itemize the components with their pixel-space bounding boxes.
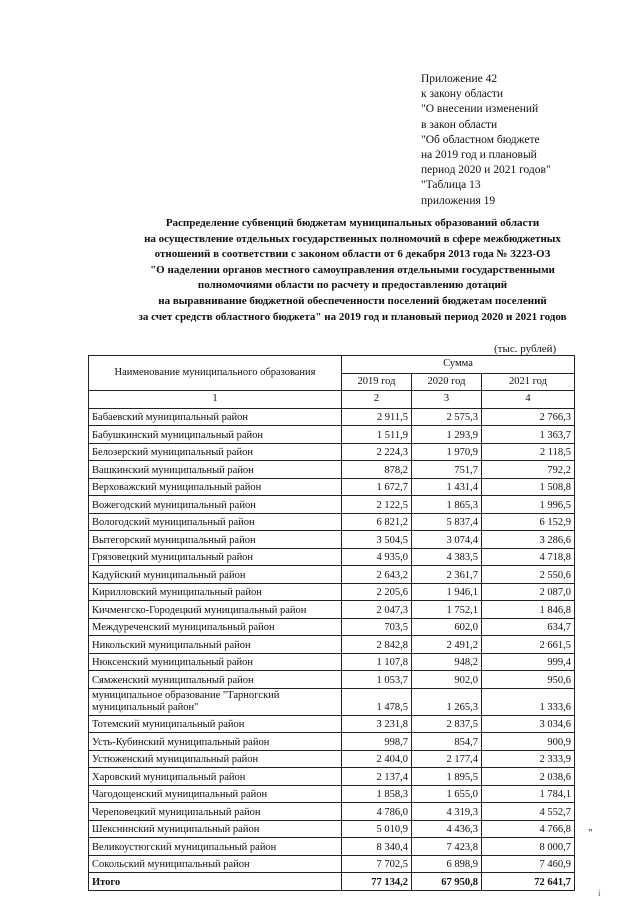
municipality-name: Великоустюгский муниципальный район [89, 838, 342, 856]
value-2021: 634,7 [482, 618, 575, 636]
municipality-name: Никольский муниципальный район [89, 636, 342, 654]
header-row [89, 356, 575, 374]
value-2020: 2 491,2 [412, 636, 482, 654]
column-number: 3 [412, 391, 482, 409]
value-2020: 602,0 [412, 618, 482, 636]
value-2021: 7 460,9 [482, 855, 575, 873]
municipality-name: Вытегорский муниципальный район [89, 531, 342, 549]
closing-quote: " [588, 827, 593, 839]
value-2019: 2 137,4 [342, 768, 412, 786]
value-2021: 999,4 [482, 653, 575, 671]
column-number-row [89, 391, 575, 409]
annex-line: в закон области [421, 118, 498, 131]
value-2020: 1 865,3 [412, 496, 482, 514]
value-2020: 6 898,9 [412, 855, 482, 873]
value-2019: 8 340,4 [342, 838, 412, 856]
table-row [89, 478, 575, 496]
value-2020: 1 895,5 [412, 768, 482, 786]
table-row [89, 855, 575, 873]
value-2021: 2 038,6 [482, 768, 575, 786]
header-sum: Сумма [342, 356, 575, 374]
annex-line: к закону области [421, 88, 504, 101]
heading-line: полномочиями области по расчету и предоставлению дотаций [197, 279, 508, 292]
value-2019: 1 858,3 [342, 785, 412, 803]
municipality-name: Кичменгско-Городецкий муниципальный район [89, 601, 342, 619]
value-2019: 2 047,3 [342, 601, 412, 619]
heading-line: на осуществление отдельных государственных полномочий в сфере межбюджетных [144, 232, 561, 245]
document-heading [80, 216, 625, 325]
header-year-2020: 2020 год [412, 373, 482, 391]
value-2019: 998,7 [342, 733, 412, 751]
value-2019: 7 702,5 [342, 855, 412, 873]
table-row [89, 671, 575, 689]
value-2021: 2 766,3 [482, 408, 575, 426]
value-2019: 1 511,9 [342, 426, 412, 444]
municipality-name: Бабаевский муниципальный район [89, 408, 342, 426]
municipality-name: Устюженский муниципальный район [89, 750, 342, 768]
value-2021: 1 333,6 [482, 688, 575, 715]
municipality-name: Тотемский муниципальный район [89, 715, 342, 733]
total-2020: 67 950,8 [412, 873, 482, 891]
table-row [89, 513, 575, 531]
value-2020: 4 383,5 [412, 548, 482, 566]
value-2020: 948,2 [412, 653, 482, 671]
value-2020: 854,7 [412, 733, 482, 751]
municipality-name: Грязовецкий муниципальный район [89, 548, 342, 566]
municipality-name: Белозерский муниципальный район [89, 443, 342, 461]
table-row [89, 426, 575, 444]
value-2020: 4 436,3 [412, 820, 482, 838]
annex-line: на 2019 год и плановый [421, 149, 537, 162]
annex-line: "Об областном бюджете [421, 133, 540, 146]
value-2020: 2 575,3 [412, 408, 482, 426]
value-2021: 2 333,9 [482, 750, 575, 768]
value-2021: 2 550,6 [482, 566, 575, 584]
municipality-name: Нюксенский муниципальный район [89, 653, 342, 671]
value-2021: 2 087,0 [482, 583, 575, 601]
table-row [89, 548, 575, 566]
value-2021: 4 718,8 [482, 548, 575, 566]
value-2020: 5 837,4 [412, 513, 482, 531]
value-2019: 2 122,5 [342, 496, 412, 514]
annex-line: период 2020 и 2021 годов" [421, 164, 551, 177]
value-2019: 2 643,2 [342, 566, 412, 584]
value-2021: 4 766,8 [482, 820, 575, 838]
subsidy-table [88, 355, 575, 891]
value-2021: 1 846,8 [482, 601, 575, 619]
value-2020: 1 970,9 [412, 443, 482, 461]
municipality-name: Харовский муниципальный район [89, 768, 342, 786]
column-number: 4 [482, 391, 575, 409]
value-2020: 2 361,7 [412, 566, 482, 584]
value-2021: 1 363,7 [482, 426, 575, 444]
municipality-name: Междуреченский муниципальный район [89, 618, 342, 636]
table-row [89, 601, 575, 619]
municipality-name: Кадуйский муниципальный район [89, 566, 342, 584]
value-2020: 1 655,0 [412, 785, 482, 803]
value-2020: 1 293,9 [412, 426, 482, 444]
table-row [89, 715, 575, 733]
table-row [89, 785, 575, 803]
annex-line: Приложение 42 [421, 73, 498, 85]
municipality-name: Верховажский муниципальный район [89, 478, 342, 496]
value-2019: 6 821,2 [342, 513, 412, 531]
header-year-2021: 2021 год [482, 373, 575, 391]
page-mark: i [598, 888, 601, 898]
table-row [89, 461, 575, 479]
value-2019: 3 231,8 [342, 715, 412, 733]
value-2020: 4 319,3 [412, 803, 482, 821]
value-2021: 6 152,9 [482, 513, 575, 531]
table-row [89, 583, 575, 601]
total-2021: 72 641,7 [482, 873, 575, 891]
municipality-name: Чагодощенский муниципальный район [89, 785, 342, 803]
municipality-name: Шекснинский муниципальный район [89, 820, 342, 838]
municipality-name: Усть-Кубинский муниципальный район [89, 733, 342, 751]
annex-line: "О внесении изменений [421, 103, 539, 116]
municipality-name: Кирилловский муниципальный район [89, 583, 342, 601]
column-number: 1 [89, 391, 342, 409]
table-row [89, 618, 575, 636]
value-2019: 5 010,9 [342, 820, 412, 838]
municipality-name: Череповецкий муниципальный район [89, 803, 342, 821]
table-row [89, 653, 575, 671]
value-2020: 3 074,4 [412, 531, 482, 549]
value-2021: 8 000,7 [482, 838, 575, 856]
header-year-2019: 2019 год [342, 373, 412, 391]
municipality-name: Вашкинский муниципальный район [89, 461, 342, 479]
municipality-name: Вологодский муниципальный район [89, 513, 342, 531]
heading-line: "О наделении органов местного самоуправления отдельными государственными [150, 263, 555, 276]
table-row [89, 820, 575, 838]
annex-line: приложения 19 [421, 194, 496, 207]
heading-line: Распределение субвенций бюджетам муниципальных образований области [165, 217, 540, 229]
table-row [89, 768, 575, 786]
column-number: 2 [342, 391, 412, 409]
units-label: (тыс. рублей) [494, 343, 557, 355]
value-2021: 3 034,6 [482, 715, 575, 733]
value-2021: 1 784,1 [482, 785, 575, 803]
value-2021: 792,2 [482, 461, 575, 479]
municipality-name: Бабушкинский муниципальный район [89, 426, 342, 444]
total-label: Итого [89, 873, 342, 891]
value-2020: 1 265,3 [412, 688, 482, 715]
value-2019: 4 935,0 [342, 548, 412, 566]
value-2019: 878,2 [342, 461, 412, 479]
value-2020: 2 837,5 [412, 715, 482, 733]
table-row [89, 803, 575, 821]
municipality-name: Сямженский муниципальный район [89, 671, 342, 689]
table-row [89, 688, 575, 715]
total-2019: 77 134,2 [342, 873, 412, 891]
value-2020: 751,7 [412, 461, 482, 479]
value-2019: 2 224,3 [342, 443, 412, 461]
value-2021: 2 118,5 [482, 443, 575, 461]
value-2019: 4 786,0 [342, 803, 412, 821]
table-row [89, 750, 575, 768]
table-row [89, 636, 575, 654]
value-2021: 1 508,8 [482, 478, 575, 496]
value-2020: 7 423,8 [412, 838, 482, 856]
value-2020: 2 177,4 [412, 750, 482, 768]
value-2019: 3 504,5 [342, 531, 412, 549]
value-2021: 1 996,5 [482, 496, 575, 514]
table-row [89, 733, 575, 751]
value-2019: 1 672,7 [342, 478, 412, 496]
value-2019: 2 842,8 [342, 636, 412, 654]
total-row [89, 873, 575, 891]
value-2021: 950,6 [482, 671, 575, 689]
table-row [89, 408, 575, 426]
value-2021: 4 552,7 [482, 803, 575, 821]
table-row [89, 566, 575, 584]
table-row [89, 838, 575, 856]
header-name: Наименование муниципального образования [89, 356, 342, 391]
value-2019: 1 478,5 [342, 688, 412, 715]
value-2021: 900,9 [482, 733, 575, 751]
value-2019: 1 053,7 [342, 671, 412, 689]
heading-line: отношений в соответствии с законом области от 6 декабря 2013 года № 3223-ОЗ [154, 248, 551, 261]
table-row [89, 443, 575, 461]
value-2019: 2 911,5 [342, 408, 412, 426]
heading-line: на выравнивание бюджетной обеспеченности поселений бюджетам поселений [158, 294, 547, 307]
table-row [89, 496, 575, 514]
value-2021: 2 661,5 [482, 636, 575, 654]
table-row [89, 531, 575, 549]
value-2020: 1 752,1 [412, 601, 482, 619]
municipality-name: Вожегодский муниципальный район [89, 496, 342, 514]
value-2021: 3 286,6 [482, 531, 575, 549]
municipality-name: муниципальное образование "Тарногский муниципальный район" [89, 688, 342, 715]
value-2019: 2 205,6 [342, 583, 412, 601]
value-2019: 2 404,0 [342, 750, 412, 768]
value-2020: 902,0 [412, 671, 482, 689]
annex-line: "Таблица 13 [421, 179, 481, 192]
value-2019: 703,5 [342, 618, 412, 636]
heading-line: за счет средств областного бюджета" на 2019 год и плановый период 2020 и 2021 годов [138, 310, 567, 323]
value-2020: 1 431,4 [412, 478, 482, 496]
municipality-name: Сокольский муниципальный район [89, 855, 342, 873]
value-2020: 1 946,1 [412, 583, 482, 601]
annex-block [421, 72, 621, 209]
value-2019: 1 107,8 [342, 653, 412, 671]
